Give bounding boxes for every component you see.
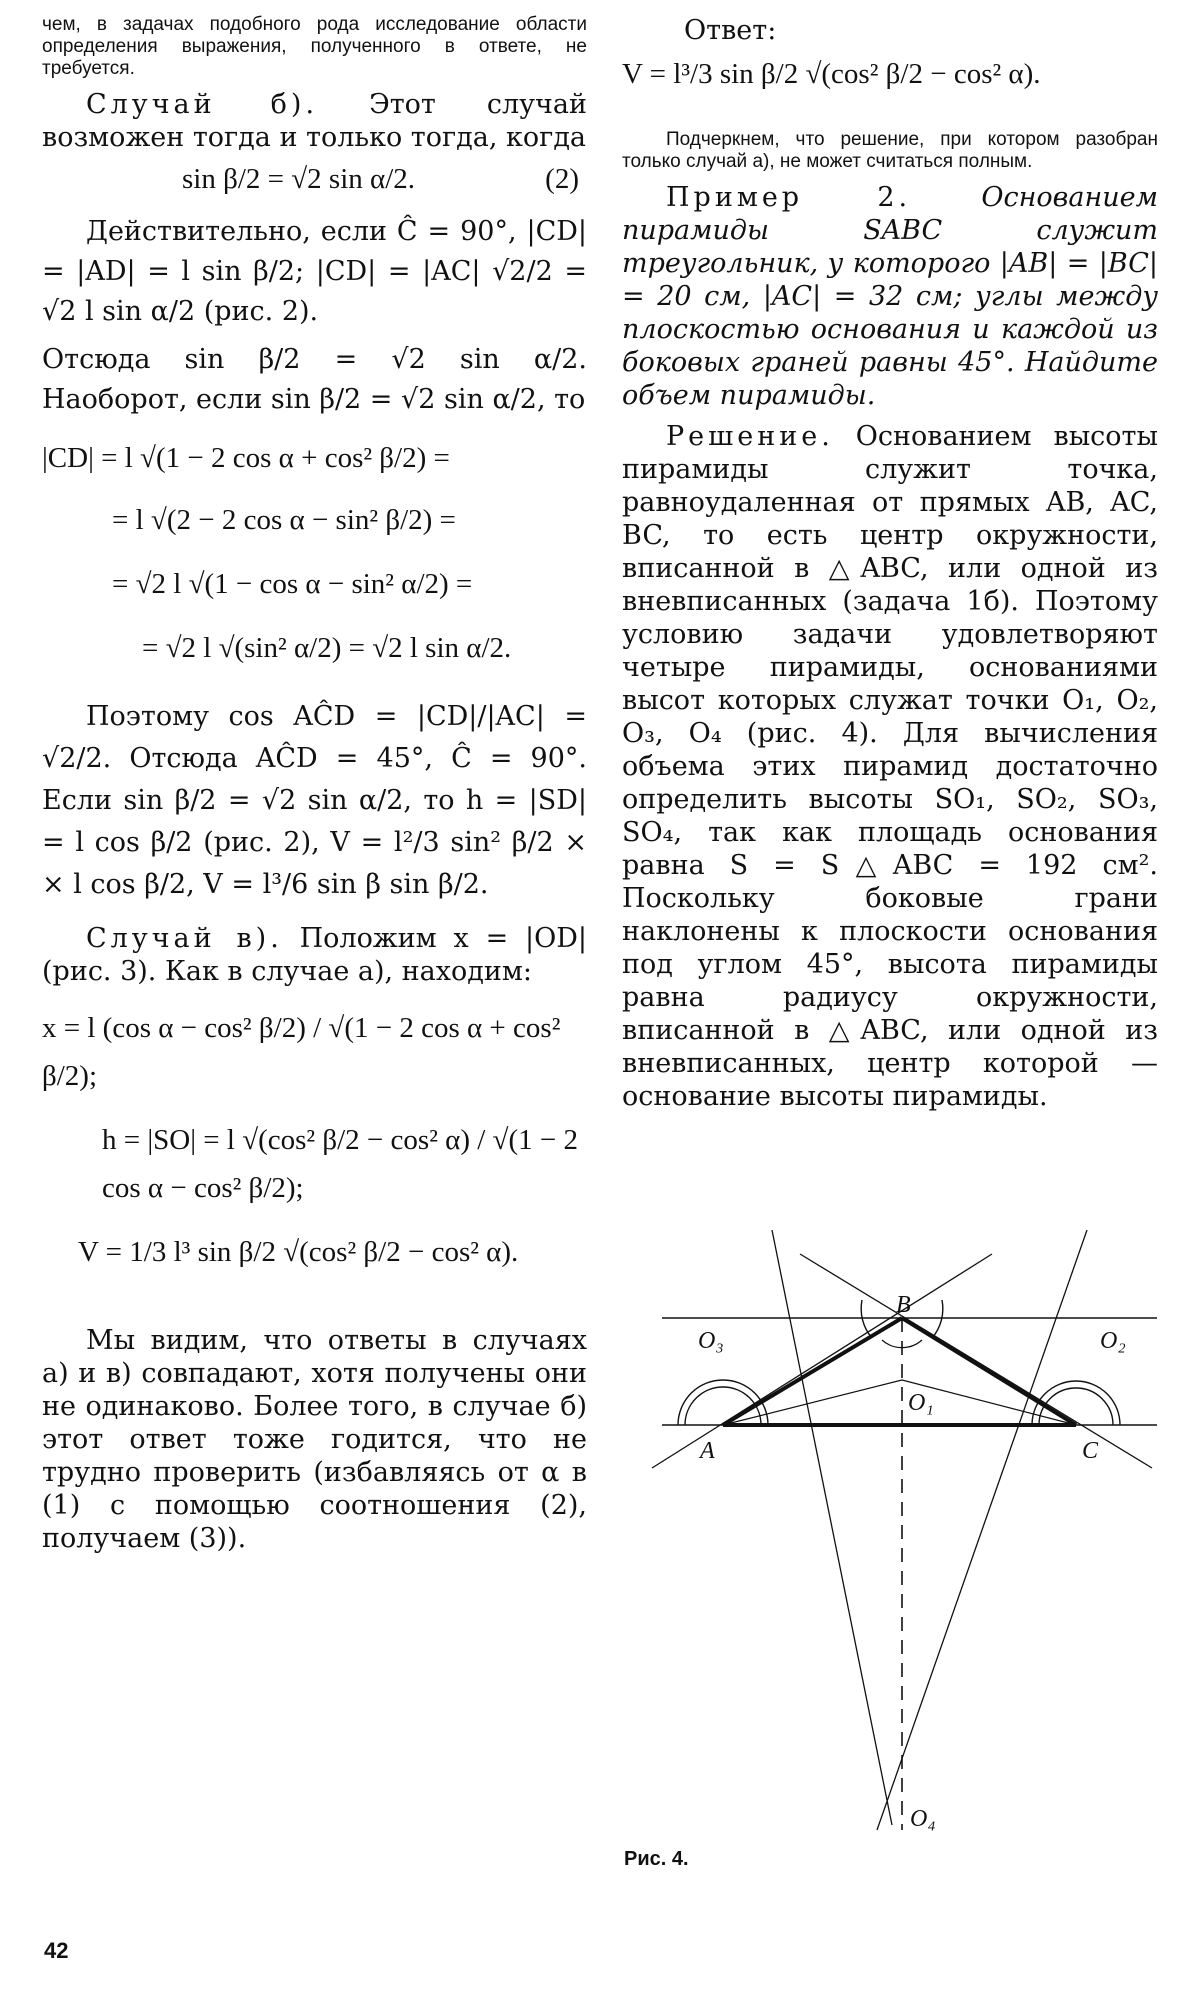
answer-label: Ответ: bbox=[684, 15, 777, 46]
v-formula: V = 1/3 l³ sin β/2 √(cos² β/2 − cos² α). bbox=[78, 1236, 519, 1268]
equation-2: sin β/2 = √2 sin α/2. bbox=[182, 163, 416, 195]
page-number: 42 bbox=[44, 1938, 69, 1963]
example-2-label: Пример 2. bbox=[666, 182, 912, 213]
case-v-paragraph bbox=[42, 922, 587, 988]
chain-line-3: = √2 l √(1 − cos α − sin² α/2) = bbox=[112, 568, 473, 600]
intro-paragraph: чем, в задачах подобного рода исследование области определения выражения, полученного в ответе, не требуется. bbox=[42, 14, 587, 79]
conclusion-paragraph: Мы видим, что ответы в случаях а) и в) совпадают, хотя получены они не одинаково. Более того, в случае б) этот ответ тоже годится, что не трудно проверить (избавляясь от α в (1) с помощью соотношения (2), получаем (3)). bbox=[42, 1325, 587, 1554]
answer-formula: V = l³/3 sin β/2 √(cos² β/2 − cos² α). bbox=[622, 58, 1041, 90]
line-AO4 bbox=[772, 1230, 892, 1825]
case-b-text: Этот случай возможен тогда и только тогда, когда bbox=[42, 89, 587, 153]
solution-text: Основанием высоты пирамиды служит точка, равноудаленная от прямых AB, AC, BC, то есть центр окружности, вписанной в △ABC, или одной из вневписанных (задача 1б). Поэтому условию задачи удовлетворяют четыре пирамиды, основаниями высот которых служат точки O₁, O₂, O₃, O₄ (рис. 4). Для вычисления объема этих пирамид достаточно определить высоты SO₁, SO₂, SO₃, SO₄, так как площадь основания равна S = S△ABC = 192 см². Поскольку боковые грани наклонены к плоскости основания под углом 45°, высота пирамиды равна радиусу окружности, вписанной в △ABC, или одной из вневписанных, центр которой — основание высоты пирамиды. bbox=[622, 421, 1158, 1112]
equation-2-row bbox=[42, 162, 587, 196]
case-b-paragraph bbox=[42, 88, 587, 154]
proof-paragraph-2: Отсюда sin β/2 = √2 sin α/2. Наоборот, если sin β/2 = √2 sin α/2, то bbox=[42, 344, 587, 415]
figure-4-caption: Рис. 4. bbox=[624, 1848, 689, 1870]
solution-paragraph bbox=[622, 420, 1158, 1113]
note-paragraph: Подчеркнем, что решение, при котором разобран только случай а), не может считаться полным. bbox=[622, 129, 1158, 172]
left-column bbox=[42, 14, 587, 1555]
h-formula: h = |SO| = l √(cos² β/2 − cos² α) / √(1 − 2 cos α − cos² β/2); bbox=[102, 1124, 578, 1204]
right-column bbox=[622, 14, 1158, 1113]
x-formula: x = l (cos α − cos² β/2) / √(1 − 2 cos α + cos² β/2); bbox=[42, 1012, 561, 1092]
label-O2: O₂ bbox=[1100, 1328, 1126, 1354]
case-b-label: Случай б). bbox=[86, 89, 319, 120]
figure-4-diagram bbox=[622, 1230, 1162, 1850]
line-BA-extended bbox=[652, 1254, 992, 1468]
therefore-paragraph: Поэтому cos AĈD = |CD|/|AC| = √2/2. Отсюда AĈD = 45°, Ĉ = 90°. Если sin β/2 = √2 sin α/2, то h = |SD| = l cos β/2 (рис. 2), V = l²/3 sin² β/2 × × l cos β/2, V = l³/6 sin β sin β/2. bbox=[42, 701, 587, 900]
chain-line-1: |CD| = l √(1 − 2 cos α + cos² β/2) = bbox=[42, 442, 450, 474]
label-O4: O₄ bbox=[910, 1806, 936, 1832]
equation-2-number: (2) bbox=[545, 163, 579, 195]
label-O3: O₃ bbox=[698, 1328, 724, 1354]
example-2-paragraph bbox=[622, 181, 1158, 412]
label-C: C bbox=[1082, 1438, 1099, 1464]
label-A: A bbox=[700, 1438, 715, 1464]
proof-paragraph-1: Действительно, если Ĉ = 90°, |CD| = |AD| = l sin β/2; |CD| = |AC| √2/2 = √2 l sin α/2 (рис. 2). bbox=[42, 216, 587, 327]
bisector-A bbox=[723, 1380, 902, 1425]
chain-line-4: = √2 l √(sin² α/2) = √2 l sin α/2. bbox=[142, 632, 512, 664]
chain-line-2: = l √(2 − 2 cos α − sin² β/2) = bbox=[112, 504, 456, 536]
label-O1: O₁ bbox=[908, 1390, 934, 1416]
line-BC-extended bbox=[800, 1254, 1152, 1468]
triangle-side-AB bbox=[723, 1318, 902, 1425]
label-B: B bbox=[896, 1292, 911, 1318]
solution-label: Решение. bbox=[666, 421, 834, 452]
example-2-text: Основанием пирамиды SABC служит треугольник, у которого |AB| = |BC| = 20 см, |AC| = 32 см; углы между плоскостью основания и каждой из боковых граней равны 45°. Найдите объем пирамиды. bbox=[622, 182, 1158, 411]
angle-arc-B-right bbox=[932, 1300, 943, 1338]
case-v-label: Случай в). bbox=[86, 923, 283, 954]
case-v-text: Положим x = |OD| (рис. 3). Как в случае а), находим: bbox=[42, 923, 587, 987]
